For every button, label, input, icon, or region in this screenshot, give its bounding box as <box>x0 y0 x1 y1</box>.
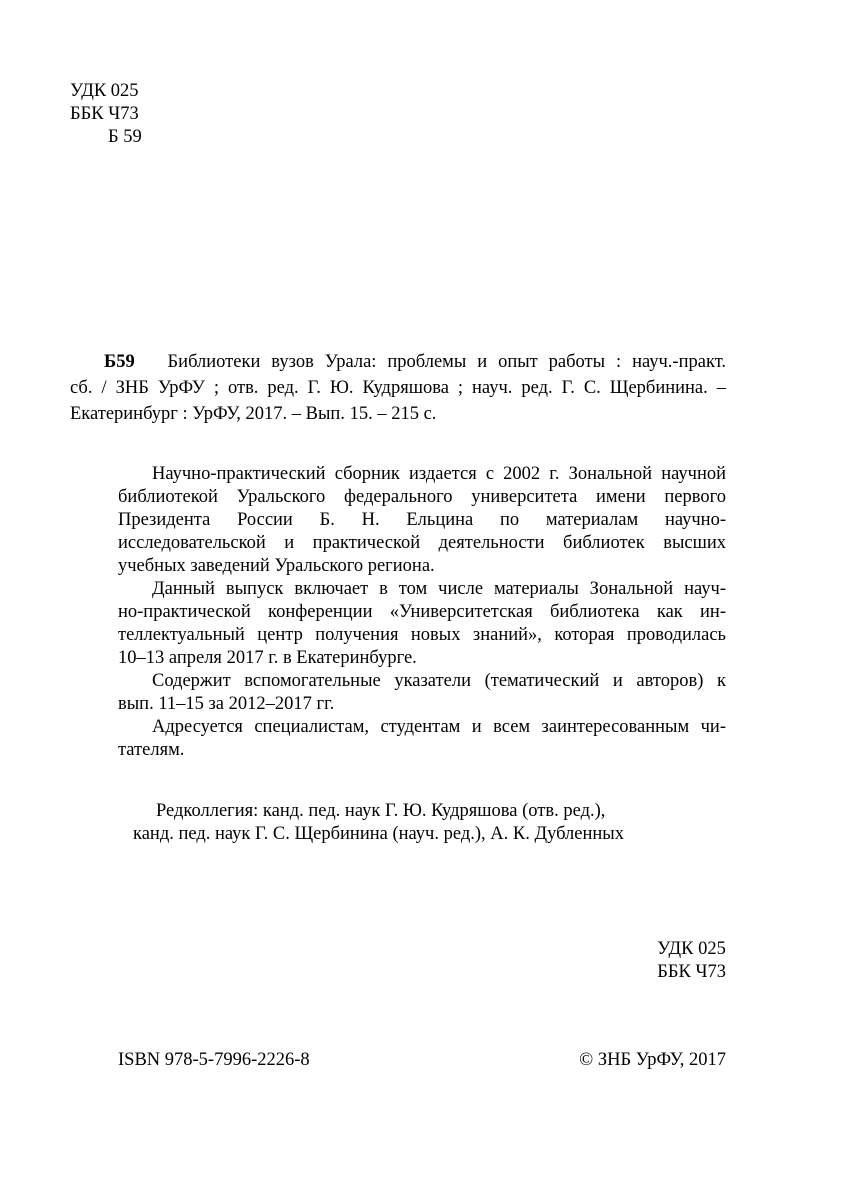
bbk-code: ББК Ч73 <box>70 104 139 124</box>
udk-code: УДК 025 <box>70 81 139 101</box>
annotation <box>118 463 726 762</box>
annotation-line: Президента России Б. Н. Ельцина по материалам научно- <box>118 510 726 530</box>
editorial-board-line-2: канд. пед. наук Г. С. Щербинина (науч. ред.), А. К. Дубленных <box>133 824 624 844</box>
annotation-line: Данный выпуск включает в том числе материалы Зональной науч- <box>152 579 726 599</box>
author-sign: Б 59 <box>108 127 142 147</box>
annotation-line: учебных заведений Уральского региона. <box>118 556 435 576</box>
copyright: © ЗНБ УрФУ, 2017 <box>579 1050 726 1070</box>
annotation-line: библиотекой Уральского федерального университета имени первого <box>118 487 726 507</box>
udk-code: УДК 025 <box>657 939 726 959</box>
editorial-board-line-1: Редколлегия: канд. пед. наук Г. Ю. Кудряшова (отв. ред.), <box>156 801 606 821</box>
bib-line-3: Екатеринбург : УрФУ, 2017. – Вып. 15. – 215 с. <box>70 404 437 424</box>
annotation-line: теллектуальный центр получения новых знаний», которая проводилась <box>118 625 726 645</box>
bib-line-1 <box>70 349 726 375</box>
bibliographic-record <box>70 349 726 427</box>
bbk-code: ББК Ч73 <box>657 962 726 982</box>
annotation-line: Научно-практический сборник издается с 2002 г. Зональной научной <box>152 464 726 484</box>
annotation-line: исследовательской и практической деятельности библиотек высших <box>118 533 726 553</box>
classification-codes-bottom <box>657 938 726 984</box>
classification-codes-top <box>70 80 142 149</box>
bib-cipher: Б59 <box>104 352 135 372</box>
annotation-line: вып. 11–15 за 2012–2017 гг. <box>118 694 335 714</box>
bib-line-2: сб. / ЗНБ УрФУ ; отв. ред. Г. Ю. Кудряшова ; науч. ред. Г. С. Щербинина. – <box>70 378 726 398</box>
annotation-line: но-практической конференции «Университетская библиотека как ин- <box>118 602 726 622</box>
annotation-line: тателям. <box>118 740 185 760</box>
editorial-board <box>118 800 726 846</box>
bib-line-1-text: Библиотеки вузов Урала: проблемы и опыт работы : науч.-практ. <box>167 352 727 372</box>
annotation-line: 10–13 апреля 2017 г. в Екатеринбурге. <box>118 648 417 668</box>
isbn: ISBN 978-5-7996-2226-8 <box>118 1050 310 1070</box>
annotation-line: Адресуется специалистам, студентам и всем заинтересованным чи- <box>152 717 726 737</box>
annotation-line: Содержит вспомогательные указатели (тематический и авторов) к <box>152 671 726 691</box>
